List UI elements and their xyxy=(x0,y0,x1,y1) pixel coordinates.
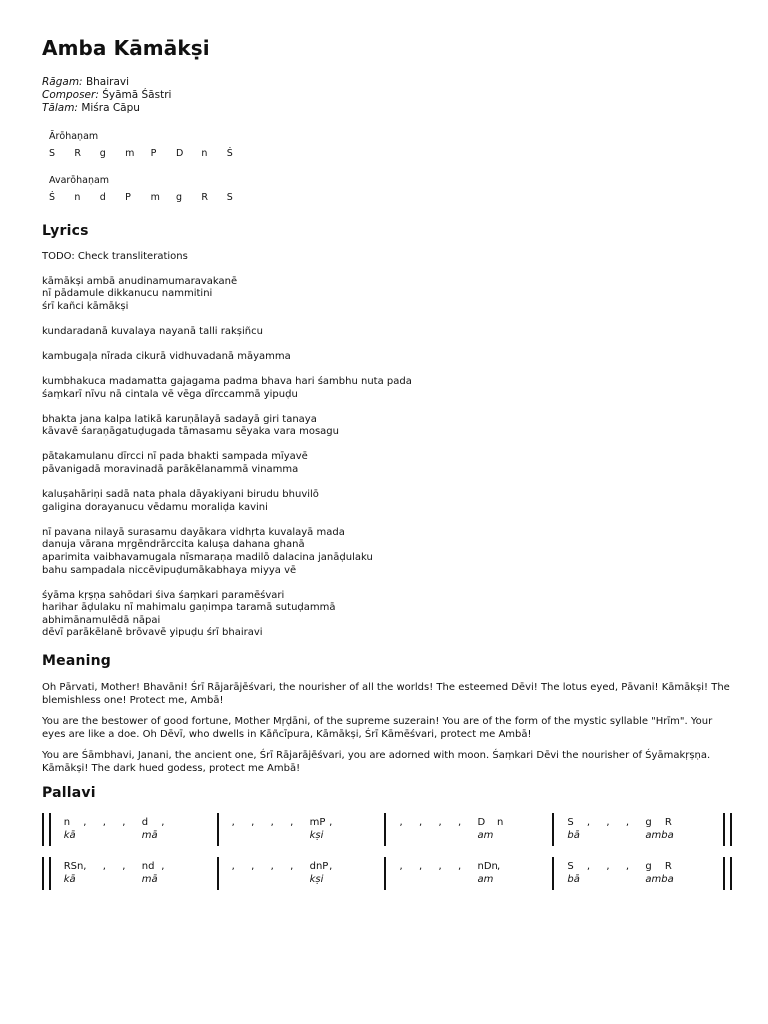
sahitya: amba xyxy=(645,874,674,886)
swara-note: P xyxy=(150,148,157,159)
lyric-line: kāvavē śaraṇāgatuḍugada tāmasamu sēyaka vara mosagu xyxy=(42,426,339,438)
sahitya xyxy=(606,829,626,842)
sahitya xyxy=(497,829,517,842)
song-metadata xyxy=(42,76,732,115)
sahitya xyxy=(606,873,626,886)
sahitya xyxy=(497,873,517,886)
swara: g xyxy=(645,817,652,829)
bar-line xyxy=(217,813,219,846)
swara: R xyxy=(664,861,672,873)
lyric-line: śrī kañci kāmākṣi xyxy=(42,300,129,312)
sahitya xyxy=(399,829,419,842)
avartanam-cell xyxy=(399,857,547,890)
avartanam-cell xyxy=(64,857,212,890)
lyric-line: abhimānamulēdā nāpai xyxy=(42,614,161,626)
lyric-line: galigina dorayanucu vēdamu moraliḍa kavini xyxy=(42,501,268,513)
swara: , xyxy=(329,817,333,829)
swara-line xyxy=(567,816,715,829)
sahitya xyxy=(329,873,349,886)
lyric-line: kaluṣahāriṇi sadā nata phala dāyakiyani birudu bhuvilō xyxy=(42,489,319,501)
swara: , xyxy=(399,817,403,829)
avarohanam-notes xyxy=(49,192,732,203)
avarohanam-label: Avarōhaṇam xyxy=(49,175,110,186)
sahitya: am xyxy=(477,874,494,886)
lyric-line: kambugaḷa nīrada cikurā vidhuvadanā māyamma xyxy=(42,350,291,362)
avartanam-cell xyxy=(567,857,715,890)
swara-note: Ṡ xyxy=(49,192,56,203)
sahitya xyxy=(232,829,252,842)
swara: , xyxy=(290,817,294,829)
swara: , xyxy=(231,817,235,829)
swara: , xyxy=(270,817,274,829)
swara: , xyxy=(625,861,630,873)
lyrics-heading: Lyrics xyxy=(42,223,89,239)
sahitya xyxy=(103,829,123,842)
swara: D xyxy=(477,817,486,829)
sahitya xyxy=(419,873,439,886)
swara: , xyxy=(418,861,423,873)
lyric-line: kumbhakuca madamatta gajagama padma bhava hari śambhu nuta pada xyxy=(42,376,412,388)
swara-note: n xyxy=(74,192,81,203)
sahitya-line xyxy=(399,873,547,886)
sahitya xyxy=(458,873,478,886)
swara: , xyxy=(270,861,274,873)
sahitya xyxy=(122,829,142,842)
lyric-line: bahu sampadala niccēvipuḍumākabhaya miyya vē xyxy=(42,564,297,576)
swara-note: D xyxy=(175,148,184,159)
swara: dnP xyxy=(309,861,329,873)
lyric-line: harihar āḍulaku nī mahimalu gaṇimpa taramā sutuḍammā xyxy=(42,602,336,614)
sahitya xyxy=(251,873,271,886)
swara: , xyxy=(83,817,87,829)
bar-line xyxy=(217,857,219,890)
swara: , xyxy=(161,817,165,829)
swara: d xyxy=(141,817,149,829)
sahitya: mā xyxy=(141,830,158,842)
swara-line xyxy=(567,860,715,873)
swara: , xyxy=(329,861,333,873)
sahitya-line xyxy=(64,873,212,886)
sahitya-line xyxy=(399,829,547,842)
bar-line xyxy=(384,813,386,846)
swara: nd xyxy=(141,861,155,873)
swara-note: g xyxy=(175,192,182,203)
sahitya xyxy=(83,873,103,886)
meaning-paragraph: You are Śāmbhavi, Janani, the ancient one, Śrī Rājarājēśvari, you are adorned with moon. Śaṃkari Dēvi the nourisher of Śyāmakṛṣṇa. Kāmākṣi! The dark hued godess, protect me Ambā! xyxy=(42,749,711,774)
swara-note: d xyxy=(99,192,106,203)
lyric-line: dēvī parākēlanē brōvavē yipuḍu śrī bhairavi xyxy=(42,627,263,639)
pallavi-row xyxy=(42,813,732,846)
swara: nDn xyxy=(477,861,498,873)
avartanam-cell xyxy=(232,857,380,890)
lyric-line: danuja vārana mṛgēndrārccita kaluṣa dahana ghanā xyxy=(42,539,305,551)
swara: S xyxy=(567,861,574,873)
lyric-line: nī pavana nilayā surasamu dayākara vidhṛta kuvalayā mada xyxy=(42,526,345,538)
sahitya: kṣi xyxy=(309,874,324,886)
sahitya xyxy=(232,873,252,886)
sahitya-line xyxy=(232,873,380,886)
lyric-stanza xyxy=(42,276,732,314)
double-bar-line xyxy=(723,857,732,890)
lyrics-stanzas xyxy=(42,276,732,640)
pallavi-notation xyxy=(42,813,732,890)
lyric-stanza xyxy=(42,451,732,476)
swara-note: R xyxy=(201,192,208,203)
swara: R xyxy=(664,817,672,829)
lyric-line: aparimita vaibhavamugala nīsmaraṇa madilō dalacina janāḍulaku xyxy=(42,552,373,563)
swara: n xyxy=(63,817,71,829)
swara: n xyxy=(496,817,504,829)
swara-line xyxy=(64,816,212,829)
document-page xyxy=(42,36,732,901)
lyric-line: kundaradanā kuvalaya nayanā talli rakṣiñcu xyxy=(42,325,263,337)
swara: RSn xyxy=(63,861,84,873)
swara: , xyxy=(438,817,442,829)
sahitya-line xyxy=(567,829,715,842)
swara: mP xyxy=(309,817,326,829)
avartanam-cell xyxy=(567,813,715,846)
swara-note: R xyxy=(74,148,81,159)
lyric-line: pāvanigadā moravinadā parākēlanammā vinamma xyxy=(42,464,299,476)
meaning-heading: Meaning xyxy=(42,652,112,669)
sahitya: mā xyxy=(141,874,158,886)
swara: , xyxy=(251,861,255,873)
lyrics-section xyxy=(42,251,732,640)
lyric-stanza xyxy=(42,590,732,640)
swara-line xyxy=(399,860,547,873)
meaning-section xyxy=(42,681,732,775)
swara: , xyxy=(251,817,255,829)
swara: , xyxy=(625,817,630,829)
lyric-line: nī pādamule dikkanucu nammitini xyxy=(42,288,213,300)
swara-note: S xyxy=(49,148,56,159)
swara: , xyxy=(122,861,126,873)
lyric-stanza xyxy=(42,326,732,339)
sahitya xyxy=(329,829,349,842)
lyric-line: bhakta jana kalpa latikā karuṇālayā sadayā giri tanaya xyxy=(42,413,317,425)
swara-line xyxy=(232,816,380,829)
swara: , xyxy=(496,861,501,873)
sahitya xyxy=(665,829,685,842)
bar-line xyxy=(552,813,554,846)
swara-note: g xyxy=(99,148,106,159)
bar-line xyxy=(552,857,554,890)
meta-ragam: Rāgam: Bhairavi xyxy=(42,76,130,88)
swara: , xyxy=(102,817,106,829)
swara: , xyxy=(586,861,591,873)
lyric-line: kāmākṣi ambā anudinamumaravakanē xyxy=(42,275,238,287)
lyric-stanza xyxy=(42,489,732,514)
sahitya xyxy=(251,829,271,842)
arohanam-label: Ārōhaṇam xyxy=(49,131,99,142)
swara: , xyxy=(102,861,106,873)
sahitya xyxy=(587,873,607,886)
sahitya-line xyxy=(567,873,715,886)
sahitya xyxy=(438,829,458,842)
sahitya xyxy=(438,873,458,886)
swara: , xyxy=(457,861,462,873)
swara-note: Ṡ xyxy=(226,148,233,159)
sahitya-line xyxy=(64,829,212,842)
sahitya xyxy=(665,873,685,886)
todo-note: TODO: Check transliterations xyxy=(42,251,188,262)
swara: , xyxy=(606,861,610,873)
meaning-paragraph: You are the bestower of good fortune, Mother Mṛḍāni, of the supreme suzerain! You are of the form of the mystic syllable "Hrīm". Your eyes are like a doe. Oh Dēvī, who dwells in Kāñcīpura, Kāmākṣi, Śrī Kāmēśvari, protect me Ambā! xyxy=(42,715,713,740)
sahitya xyxy=(626,829,646,842)
sahitya: bā xyxy=(567,830,580,842)
swara-note: m xyxy=(150,192,160,203)
sahitya: kā xyxy=(63,874,76,886)
sahitya xyxy=(271,873,291,886)
avartanam-cell xyxy=(232,813,380,846)
sahitya xyxy=(458,829,478,842)
swara: , xyxy=(418,817,423,829)
pallavi-row xyxy=(42,857,732,890)
bar-line xyxy=(384,857,386,890)
arohanam-notes xyxy=(49,148,732,159)
swara: , xyxy=(231,861,235,873)
swara-note: S xyxy=(226,192,233,203)
sahitya xyxy=(399,873,419,886)
lyric-line: pātakamulanu dīrcci nī pada bhakti sampada mīyavē xyxy=(42,451,308,463)
sahitya xyxy=(626,873,646,886)
avartanam-cell xyxy=(399,813,547,846)
double-bar-line xyxy=(42,813,51,846)
swara-note: n xyxy=(201,148,208,159)
meaning-paragraph: Oh Pārvati, Mother! Bhavāni! Śrī Rājarājēśvari, the nourisher of all the worlds! The esteemed Dēvi! The lotus eyed, Pāvani! Kāmākṣi! The blemishless one! Protect me, Ambā! xyxy=(42,681,730,706)
sahitya: bā xyxy=(567,874,580,886)
pallavi-heading: Pallavi xyxy=(42,784,96,801)
swara: , xyxy=(290,861,294,873)
lyric-line: śyāma kṛṣṇa sahōdari śiva śaṃkari paramēśvari xyxy=(42,589,285,601)
swara: , xyxy=(122,817,126,829)
meta-talam: Tālam: Miśra Cāpu xyxy=(42,102,140,114)
avartanam-cell xyxy=(64,813,212,846)
sahitya xyxy=(103,873,123,886)
sahitya xyxy=(290,873,310,886)
swara: g xyxy=(645,861,652,873)
double-bar-line xyxy=(723,813,732,846)
swara-line xyxy=(399,816,547,829)
meta-composer: Composer: Śyāmā Śāstri xyxy=(42,89,172,101)
lyric-line: śaṃkarī nīvu nā cintala vē vēga dīrccammā yipuḍu xyxy=(42,388,298,400)
sahitya: am xyxy=(477,830,494,842)
swara-line xyxy=(64,860,212,873)
swara: , xyxy=(438,861,442,873)
sahitya-line xyxy=(232,829,380,842)
lyric-stanza xyxy=(42,527,732,577)
sahitya xyxy=(161,873,181,886)
avarohanam xyxy=(49,175,732,203)
swara-note: P xyxy=(125,192,131,203)
lyric-stanza xyxy=(42,414,732,439)
swara: , xyxy=(586,817,591,829)
sahitya: amba xyxy=(645,830,674,842)
sahitya: kṣi xyxy=(309,830,324,842)
swara: , xyxy=(83,861,87,873)
sahitya xyxy=(290,829,310,842)
lyric-stanza xyxy=(42,376,732,401)
double-bar-line xyxy=(42,857,51,890)
page-title: Amba Kāmākṣi xyxy=(42,36,210,60)
sahitya xyxy=(419,829,439,842)
sahitya xyxy=(271,829,291,842)
sahitya xyxy=(161,829,181,842)
sahitya xyxy=(83,829,103,842)
sahitya: kā xyxy=(63,830,76,842)
swara: , xyxy=(606,817,610,829)
swara-line xyxy=(232,860,380,873)
lyric-stanza xyxy=(42,351,732,364)
sahitya xyxy=(587,829,607,842)
swara-note: m xyxy=(125,148,135,159)
swara: , xyxy=(457,817,462,829)
swara: S xyxy=(567,817,574,829)
swara: , xyxy=(161,861,165,873)
swara: , xyxy=(399,861,403,873)
arohanam xyxy=(49,131,732,159)
sahitya xyxy=(122,873,142,886)
